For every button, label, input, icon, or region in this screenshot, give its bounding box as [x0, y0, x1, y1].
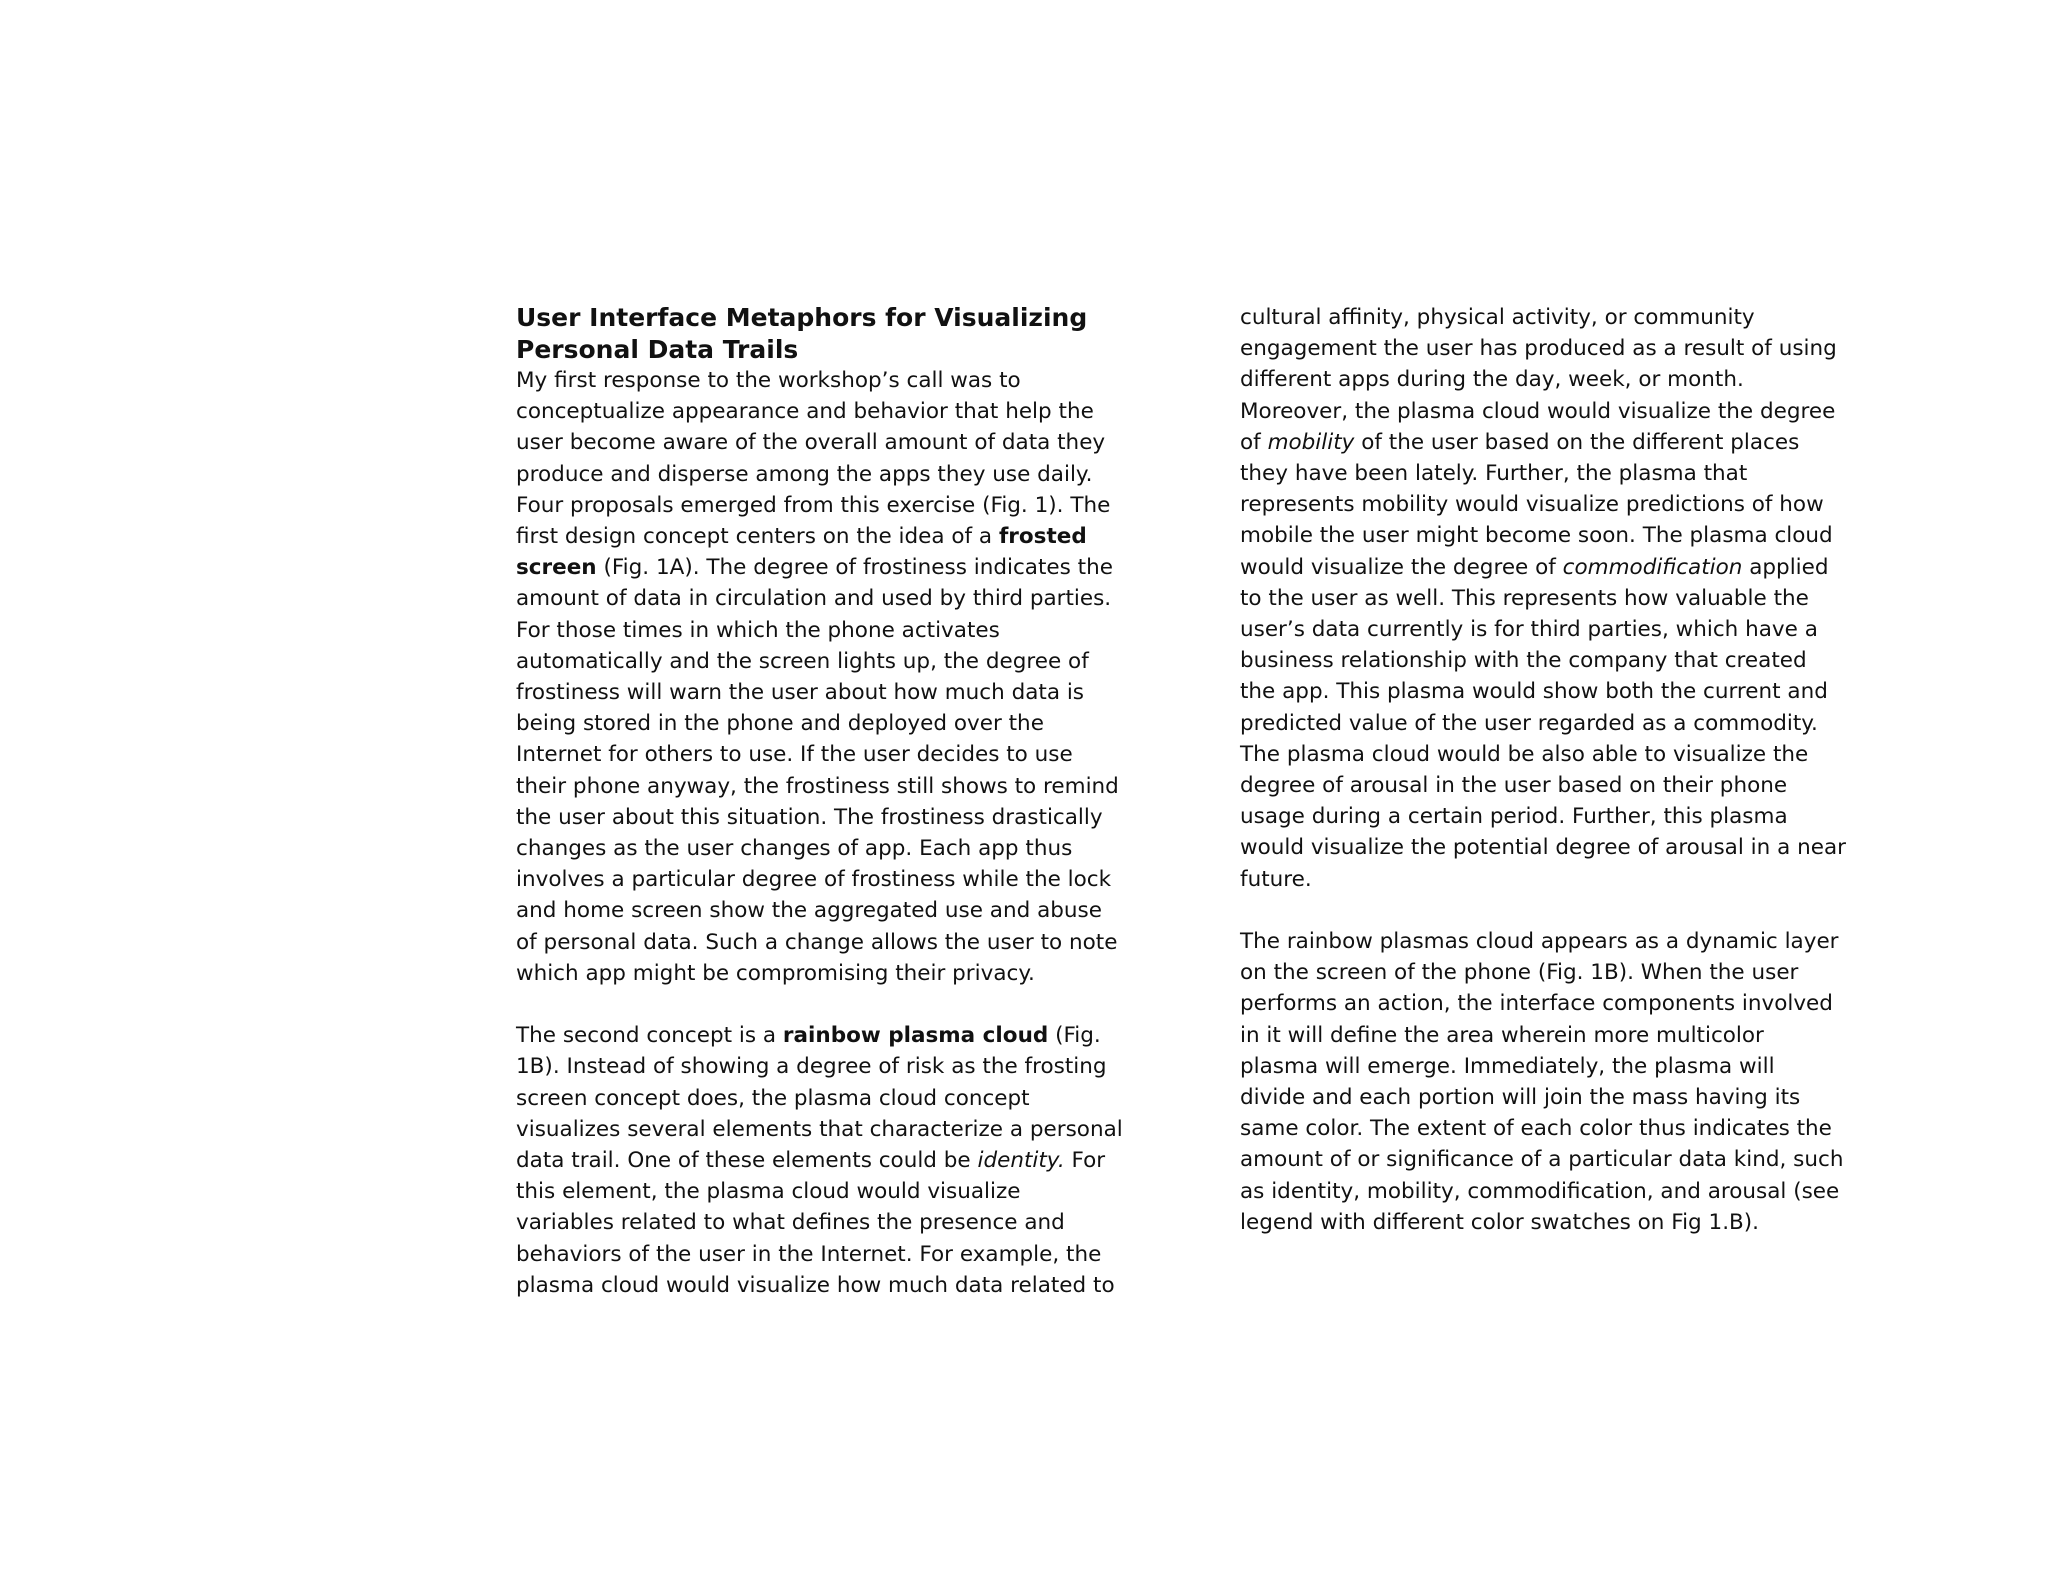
text-line: automatically and the screen lights up, the degree of	[516, 648, 1089, 674]
text-line: amount of data in circulation and used by third parties.	[516, 586, 1112, 612]
text-line: 1B). Instead of showing a degree of risk as the frosting	[516, 1054, 1107, 1080]
text-line: The plasma cloud would be also able to visualize the	[1240, 741, 1809, 767]
italic-term: identity.	[977, 1148, 1065, 1174]
text-run: data trail. One of these elements could be	[516, 1148, 978, 1174]
italic-term: commodification	[1562, 554, 1743, 580]
text-line: My first response to the workshop’s call was to	[516, 368, 1021, 393]
text-line: screen concept does, the plasma cloud concept	[516, 1085, 1030, 1111]
text-run: For	[1064, 1148, 1106, 1174]
paragraph-dynamic-layer	[1240, 926, 1890, 1238]
text-line: they have been lately. Further, the plasma that	[1240, 461, 1748, 487]
text-line: would visualize the potential degree of arousal in a near	[1240, 835, 1846, 861]
paragraph-spacer	[1240, 895, 1890, 926]
text-line: usage during a certain period. Further, this plasma	[1240, 804, 1788, 830]
text-run: (Fig.	[1048, 1023, 1101, 1049]
text-line: their phone anyway, the frostiness still shows to remind	[516, 773, 1119, 799]
bold-term: rainbow plasma cloud	[782, 1023, 1049, 1049]
text-line: Moreover, the plasma cloud would visualize the degree	[1240, 398, 1836, 424]
text-line: For those times in which the phone activates	[516, 617, 1000, 643]
text-line: cultural affinity, physical activity, or community	[1240, 305, 1755, 330]
text-line: the user about this situation. The frostiness drastically	[516, 804, 1103, 830]
text-line: degree of arousal in the user based on their phone	[1240, 773, 1788, 799]
text-line: which app might be compromising their privacy.	[516, 960, 1035, 986]
bold-term: frosted	[998, 524, 1087, 550]
section-title-line: Personal Data Trails	[516, 334, 799, 364]
text-line: same color. The extent of each color thus indicates the	[1240, 1116, 1832, 1142]
text-line	[516, 1020, 1156, 1051]
text-line: as identity, mobility, commodification, and arousal (see	[1240, 1178, 1840, 1204]
text-line: divide and each portion will join the mass having its	[1240, 1085, 1801, 1111]
text-line: user become aware of the overall amount of data they	[516, 430, 1106, 456]
text-line: behaviors of the user in the Internet. For example, the	[516, 1241, 1102, 1267]
text-line: being stored in the phone and deployed over the	[516, 711, 1044, 737]
bold-term: screen	[516, 555, 597, 581]
text-line	[1240, 427, 1890, 458]
text-run: first design concept centers on the idea of a	[516, 524, 999, 550]
paragraph-spacer	[516, 989, 1156, 1020]
text-run: would visualize the degree of	[1240, 554, 1563, 580]
text-line: to the user as well. This represents how valuable the	[1240, 585, 1809, 611]
paragraph-rainbow-plasma	[516, 1020, 1156, 1301]
text-run: of	[1240, 429, 1268, 455]
text-run: (Fig. 1A). The degree of frostiness indicates the	[596, 555, 1113, 581]
italic-term: mobility	[1267, 429, 1355, 455]
text-run: of the user based on the different places	[1354, 429, 1800, 455]
text-line: Four proposals emerged from this exercise (Fig. 1). The	[516, 492, 1111, 518]
text-line: performs an action, the interface components involved	[1240, 991, 1833, 1017]
text-line: engagement the user has produced as a result of using	[1240, 336, 1837, 362]
text-line: plasma cloud would visualize how much data related to	[516, 1272, 1115, 1298]
text-line	[1240, 552, 1890, 583]
text-line: this element, the plasma cloud would visualize	[516, 1179, 1021, 1205]
text-line: plasma will emerge. Immediately, the plasma will	[1240, 1053, 1775, 1079]
paragraph-plasma-elements	[1240, 302, 1890, 895]
paragraph-frosted-screen	[516, 365, 1156, 989]
text-line: in it will define the area wherein more multicolor	[1240, 1022, 1764, 1048]
text-line: frostiness will warn the user about how much data is	[516, 680, 1085, 706]
text-line	[516, 552, 1156, 583]
text-line: changes as the user changes of app. Each app thus	[516, 836, 1073, 862]
text-line: predicted value of the user regarded as a commodity.	[1240, 710, 1818, 736]
text-line: variables related to what defines the presence and	[516, 1210, 1065, 1236]
text-line: amount of or significance of a particular data kind, such	[1240, 1147, 1844, 1173]
text-line: The rainbow plasmas cloud appears as a dynamic layer	[1240, 929, 1839, 955]
text-line: and home screen show the aggregated use and abuse	[516, 898, 1102, 924]
text-line	[516, 521, 1156, 552]
section-title	[516, 302, 1156, 365]
text-line: different apps during the day, week, or month.	[1240, 367, 1744, 393]
text-line: Internet for others to use. If the user decides to use	[516, 742, 1073, 768]
text-line: conceptualize appearance and behavior that help the	[516, 399, 1094, 425]
text-line: produce and disperse among the apps they use daily.	[516, 461, 1093, 487]
left-column	[516, 302, 1156, 1301]
text-line: of personal data. Such a change allows the user to note	[516, 929, 1118, 955]
text-line: represents mobility would visualize predictions of how	[1240, 492, 1824, 518]
text-line: the app. This plasma would show both the current and	[1240, 679, 1828, 705]
text-line: mobile the user might become soon. The plasma cloud	[1240, 523, 1833, 549]
text-line: user’s data currently is for third parties, which have a	[1240, 617, 1818, 643]
text-line: on the screen of the phone (Fig. 1B). When the user	[1240, 960, 1799, 986]
text-run: applied	[1742, 554, 1829, 580]
text-line: involves a particular degree of frostiness while the lock	[516, 867, 1112, 893]
text-run: The second concept is a	[516, 1023, 783, 1049]
text-line: legend with different color swatches on Fig 1.B).	[1240, 1209, 1760, 1235]
text-line: business relationship with the company that created	[1240, 648, 1807, 674]
right-column	[1240, 302, 1890, 1238]
section-title-line: User Interface Metaphors for Visualizing	[516, 303, 1088, 332]
text-line: future.	[1240, 866, 1312, 892]
text-line	[516, 1145, 1156, 1176]
text-line: visualizes several elements that characterize a personal	[516, 1116, 1123, 1142]
